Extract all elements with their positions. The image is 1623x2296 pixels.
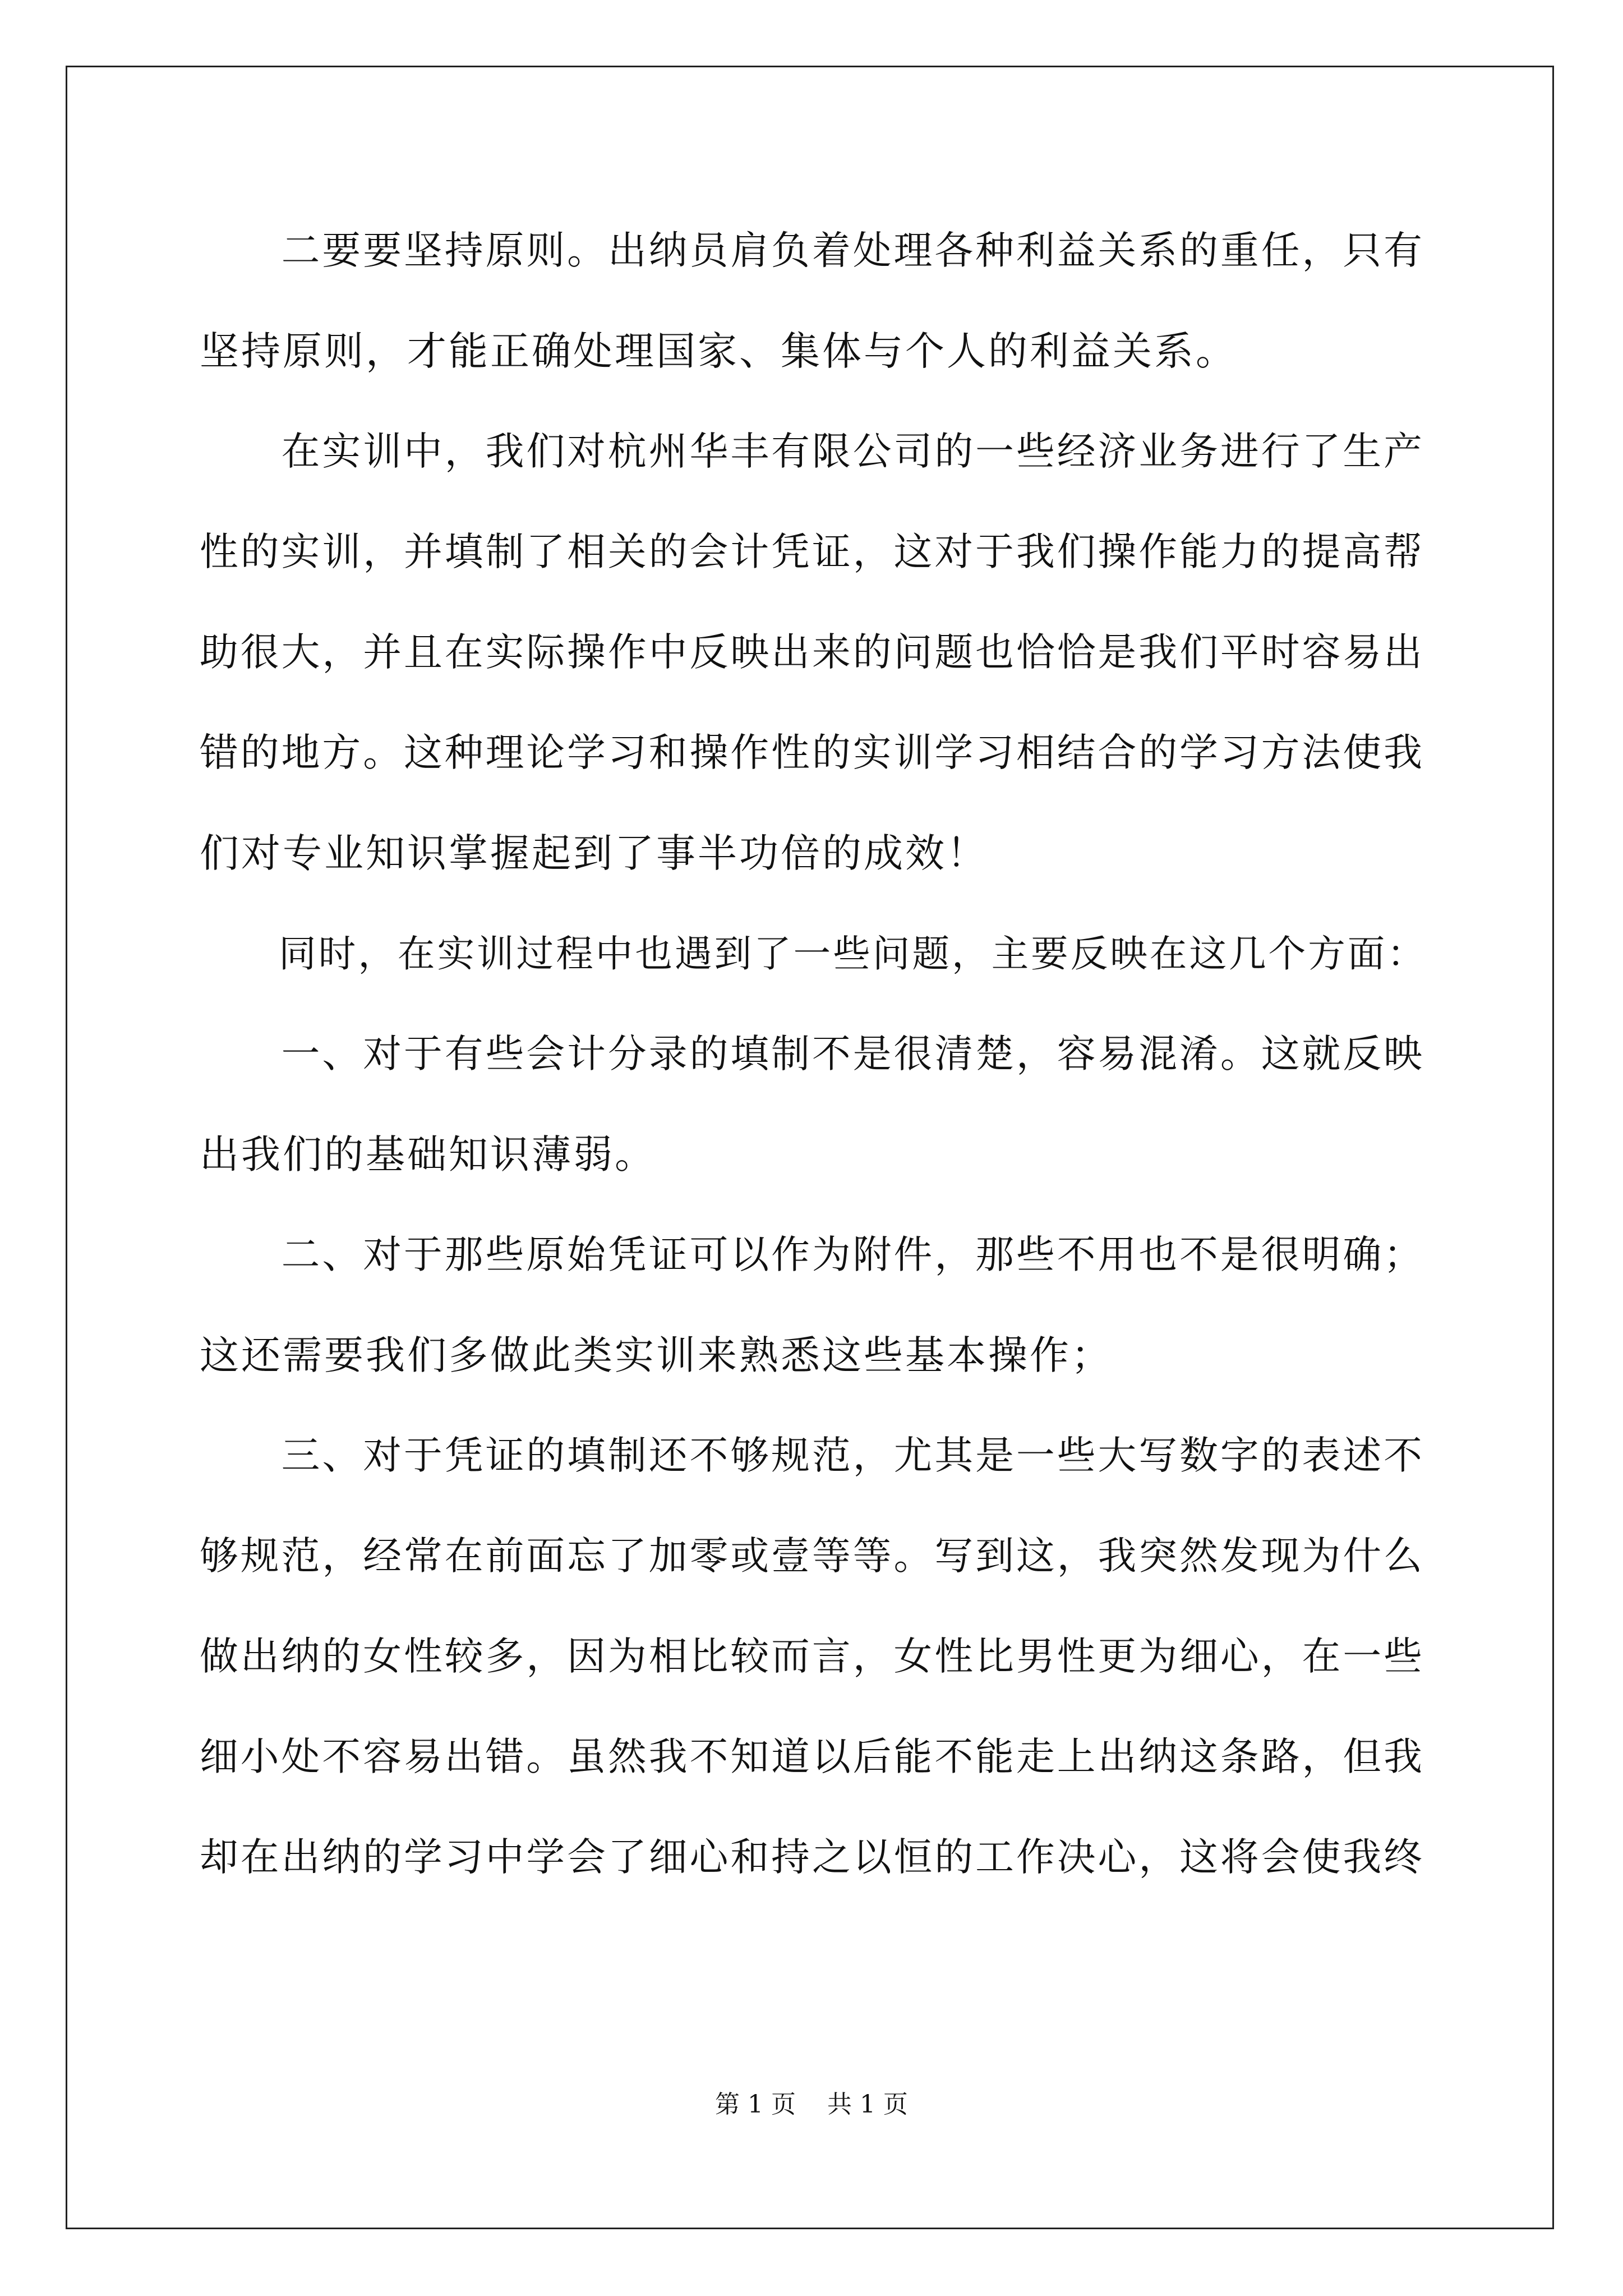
body-line: 却在出纳的学习中学会了细心和持之以恒的工作决心，这将会使我终 <box>200 1835 1424 1880</box>
body-line: 性的实训，并填制了相关的会计凭证，这对于我们操作能力的提高帮 <box>200 530 1424 574</box>
body-line: 做出纳的女性较多，因为相比较而言，女性比男性更为细心，在一些 <box>200 1634 1424 1679</box>
body-line: 在实训中，我们对杭州华丰有限公司的一些经济业务进行了生产 <box>200 429 1424 474</box>
body-line: 二要要坚持原则。出纳员肩负着处理各种利益关系的重任，只有 <box>200 228 1424 273</box>
body-line: 出我们的基础知识薄弱。 <box>200 1131 656 1177</box>
body-line: 三、对于凭证的填制还不够规范，尤其是一些大写数字的表述不 <box>200 1433 1424 1478</box>
body-line: 们对专业知识掌握起到了事半功倍的成效！ <box>200 830 988 876</box>
page-number-footer: 第 1 页 共 1 页 <box>715 2090 908 2119</box>
body-line: 坚持原则，才能正确处理国家、集体与个人的利益关系。 <box>200 328 1237 374</box>
body-line: 这还需要我们多做此类实训来熟悉这些基本操作； <box>200 1332 1113 1378</box>
body-line: 二、对于那些原始凭证可以作为附件，那些不用也不是很明确； <box>200 1232 1424 1277</box>
body-line: 错的地方。这种理论学习和操作性的实训学习相结合的学习方法使我 <box>200 730 1424 775</box>
body-line: 细小处不容易出错。虽然我不知道以后能不能走上出纳这条路，但我 <box>200 1734 1424 1779</box>
body-line: 一、对于有些会计分录的填制不是很清楚，容易混淆。这就反映 <box>200 1032 1424 1076</box>
body-line: 助很大，并且在实际操作中反映出来的问题也恰恰是我们平时容易出 <box>200 630 1424 675</box>
body-line: 同时，在实训过程中也遇到了一些问题，主要反映在这几个方面： <box>200 932 1427 976</box>
body-line: 够规范，经常在前面忘了加零或壹等等。写到这，我突然发现为什么 <box>200 1534 1424 1579</box>
